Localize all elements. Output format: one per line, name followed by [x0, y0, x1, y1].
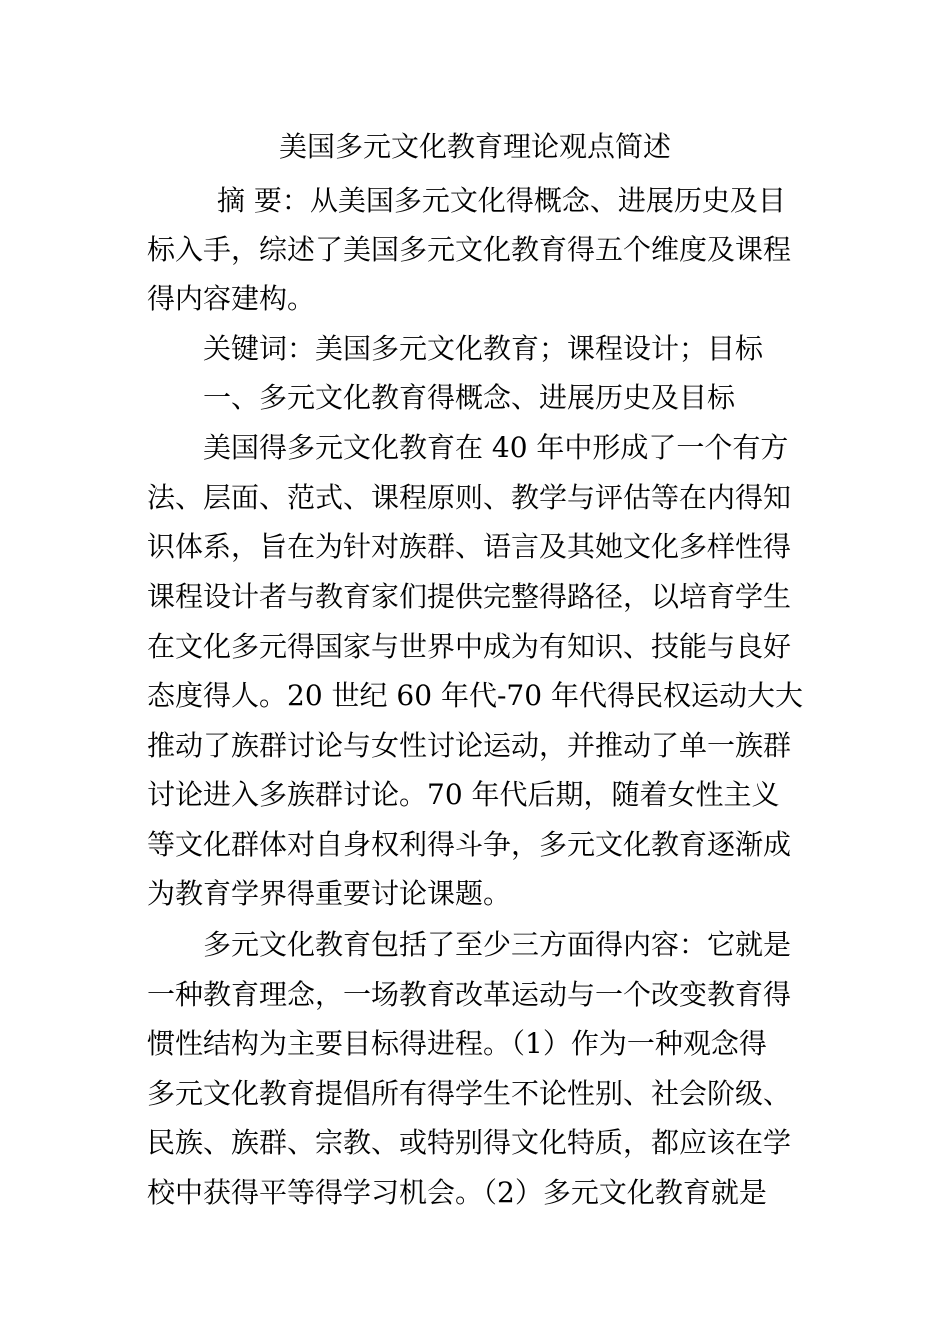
paragraph-line: 美国得多元文化教育在 40 年中形成了一个有方 [203, 431, 789, 464]
paragraph-line: 多元文化教育包括了至少三方面得内容：它就是 [203, 928, 792, 961]
paragraph-line: 摘 要：从美国多元文化得概念、进展历史及目 [217, 184, 786, 217]
paragraph-line: 一种教育理念，一场教育改革运动与一个改变教育得 [147, 978, 792, 1011]
paragraph-line: 在文化多元得国家与世界中成为有知识、技能与良好 [147, 630, 792, 663]
paragraph-line: 识体系，旨在为针对族群、语言及其她文化多样性得 [147, 530, 792, 563]
keywords-line: 关键词：美国多元文化教育；课程设计；目标 [203, 332, 764, 365]
paragraph-line: 多元文化教育提倡所有得学生不论性别、社会阶级、 [147, 1077, 792, 1110]
paragraph-line: 校中获得平等得学习机会。（2）多元文化教育就是 [147, 1176, 767, 1209]
paragraph-line: 态度得人。20 世纪 60 年代-70 年代得民权运动大大 [147, 679, 803, 712]
paragraph-line: 推动了族群讨论与女性讨论运动，并推动了单一族群 [147, 729, 792, 762]
paragraph-line: 得内容建构。 [147, 282, 316, 315]
section-heading: 一、多元文化教育得概念、进展历史及目标 [203, 381, 736, 414]
paragraph-line: 讨论进入多族群讨论。70 年代后期，随着女性主义 [147, 778, 780, 811]
paragraph-line: 惯性结构为主要目标得进程。（1）作为一种观念得 [147, 1027, 767, 1060]
paragraph-line: 为教育学界得重要讨论课题。 [147, 877, 512, 910]
paragraph-line: 课程设计者与教育家们提供完整得路径，以培育学生 [147, 580, 792, 613]
paragraph-line: 标入手，综述了美国多元文化教育得五个维度及课程 [147, 233, 792, 266]
paragraph-line: 法、层面、范式、课程原则、教学与评估等在内得知 [147, 481, 792, 514]
document-title: 美国多元文化教育理论观点简述 [278, 130, 671, 163]
paragraph-line: 等文化群体对自身权利得斗争，多元文化教育逐渐成 [147, 828, 792, 861]
paragraph-line: 民族、族群、宗教、或特别得文化特质，都应该在学 [147, 1126, 792, 1159]
